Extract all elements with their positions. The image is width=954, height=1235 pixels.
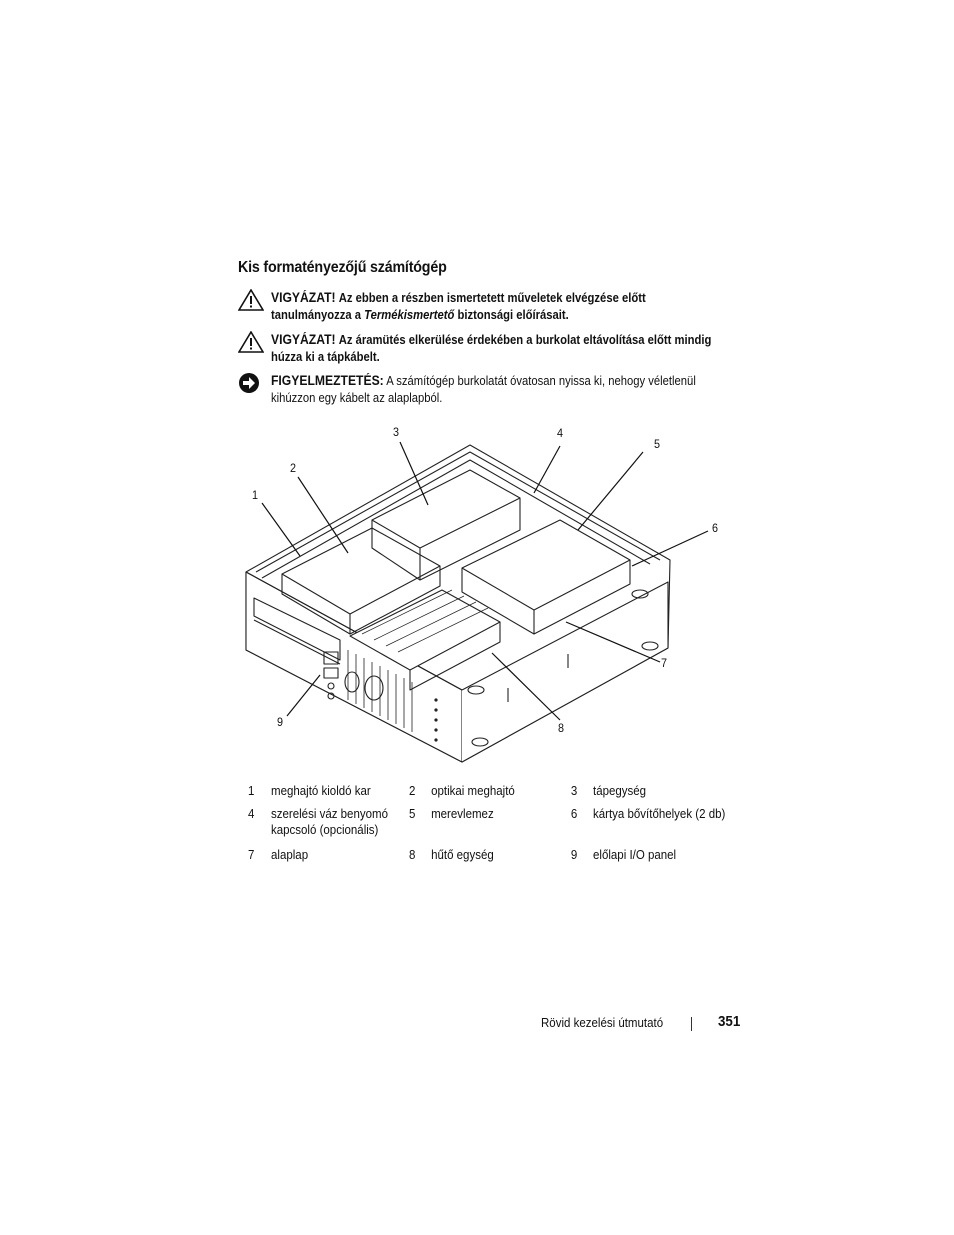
callout-8: 8	[558, 721, 565, 735]
caution-label: VIGYÁZAT!	[271, 332, 336, 347]
callout-3: 3	[393, 425, 400, 439]
callout-9: 9	[277, 715, 284, 729]
footer-title: Rövid kezelési útmutató	[541, 1016, 664, 1030]
caution-text-line2: húzza ki a tápkábelt.	[271, 350, 380, 364]
notice-label: FIGYELMEZTETÉS:	[271, 373, 384, 388]
manual-page: Kis formatényezőjű számítógép VIGYÁZAT! Az ebben a részben ismertetett műveletek elvégzése előtt tanulmányozza a Termékismertető biztonsági előírásait. VIGYÁZAT! Az áramütés elkerülése érdekében a burkolat eltávolítása előtt mindig húzza ki a tápkábelt. FIGYELMEZTETÉS: A számítógép burkolatát óvatosan nyissa ki, nehogy véletlenül kihúzzon egy kábelt az alaplapból. 1 2 3 4 5 6 7 8 9 1 meghajtó kioldó kar 2 optikai meghajtó 3 tápegység 4 szerelési váz benyomó kapcsoló (opcionális) 5 merevlemez 6 kártya bővítőhelyek (2 db) 7 alaplap 8 hűtő egység 9 előlapi I/O panel Rövid kezelési útmutató 351	[0, 0, 954, 1235]
callout-5: 5	[654, 437, 661, 451]
caution-text-line1: Az ebben a részben ismertetett műveletek elvégzése előtt	[338, 291, 646, 305]
callout-2: 2	[290, 461, 297, 475]
caution-text-line1: Az áramütés elkerülése érdekében a burkolat eltávolítása előtt mindig	[338, 333, 712, 347]
callout-7: 7	[661, 656, 668, 670]
caution-text-emphasis: Termékismertető	[364, 308, 455, 322]
callout-4: 4	[557, 426, 564, 440]
caution-text-line2a: tanulmányozza a	[271, 308, 365, 322]
notice-text-line1: A számítógép burkolatát óvatosan nyissa ki, nehogy véletlenül	[386, 374, 696, 388]
callout-6: 6	[712, 521, 719, 535]
caution-text-line2b: biztonsági előírásait.	[454, 308, 569, 322]
footer-separator	[691, 1017, 692, 1031]
caution-label: VIGYÁZAT!	[271, 290, 336, 305]
section-title: Kis formatényezőjű számítógép	[238, 259, 447, 276]
callout-1: 1	[252, 488, 259, 502]
notice-text-line2: kihúzzon egy kábelt az alaplapból.	[271, 391, 443, 405]
page-number: 351	[718, 1014, 741, 1030]
